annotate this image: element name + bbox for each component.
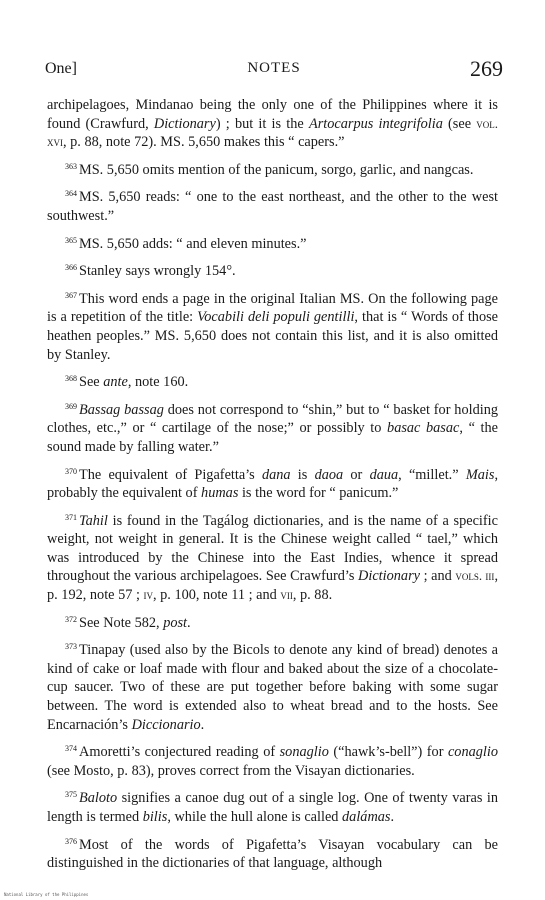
footnote-number: 365 <box>65 235 77 245</box>
footnote-number: 367 <box>65 290 77 300</box>
footnote-number: 376 <box>65 836 77 846</box>
chapter-reference: One] <box>45 60 77 77</box>
footnote <box>47 740 498 780</box>
footnote-text: Most of the words of Pigafetta’s Visayan vocabulary can be distinguished in the dictionaries of that language, although <box>47 836 498 872</box>
footnote-number: 364 <box>65 189 77 199</box>
footnote-text: Bassag bassag does not correspond to “shin,” but to “ basket for holding clothes, etc.,” or “ cartilage of the nose;” or possibly to basac basac, “ the sound made by falling water.” <box>47 401 498 455</box>
footnote-number: 370 <box>65 466 77 476</box>
section-title: NOTES <box>247 60 301 76</box>
footnote <box>47 786 498 826</box>
footnote-number: 374 <box>65 744 77 754</box>
footnote <box>47 287 498 364</box>
footnote <box>47 509 498 605</box>
footnote-text: MS. 5,650 adds: “ and eleven minutes.” <box>79 235 307 252</box>
footnote-text: Stanley says wrongly 154°. <box>79 263 236 280</box>
footnote <box>47 158 498 180</box>
footnote-number: 373 <box>65 642 77 652</box>
footnote <box>47 370 498 392</box>
footnote-text: See Note 582, post. <box>79 614 191 631</box>
footnote <box>47 232 498 254</box>
footnote-number: 366 <box>65 263 77 273</box>
footnote <box>47 463 498 503</box>
footnote <box>47 638 498 734</box>
footnote-number: 371 <box>65 512 77 522</box>
footnote <box>47 96 498 152</box>
notes-body <box>47 96 498 879</box>
footnote-text: Tinapay (used also by the Bicols to denote any kind of bread) denotes a kind of cake or loaf made with flour and baked about the size of a chocolate-cup saucer. Two of these are put together before baking with some sugar between. The word is extended also to wheat bread and to the hosts. See Encarnación’s Diccionario. <box>47 642 498 733</box>
running-head <box>45 56 503 82</box>
footnote-text: Tahil is found in the Tagálog dictionaries, and is the name of a specific weight, not weight in general. It is the Chinese weight called “ tael,” which was introduced by the Chinese into the East Indies, whence it spread throughout the various archipelagoes. See Crawfurd’s Dictionary ; and vols. iii, p. 192, note 57 ; iv, p. 100, note 11 ; and vii, p. 88. <box>47 512 499 604</box>
footnote-number: 368 <box>65 374 77 384</box>
footnote <box>47 185 498 225</box>
footnote <box>47 611 498 633</box>
footnote-text: archipelagoes, Mindanao being the only one of the Philippines where it is found (Crawfurd, Dictionary) ; but it is the Artocarpus integrifolia (see vol. xvi, p. 88, note 72). MS. 5,650 makes this “ capers.” <box>47 97 499 151</box>
footnote-number: 363 <box>65 161 77 171</box>
footnote-text: The equivalent of Pigafetta’s dana is daoa or daua, “millet.” Mais, probably the equivalent of humas is the word for “ panicum.” <box>47 466 499 502</box>
footnote-number: 369 <box>65 401 77 411</box>
footnote-text: MS. 5,650 reads: “ one to the east northeast, and the other to the west southwest.” <box>47 189 498 224</box>
library-watermark: National Library of the Philippines <box>4 892 89 897</box>
footnote <box>47 398 498 457</box>
footnote-text: Baloto signifies a canoe dug out of a single log. One of twenty varas in length is termed bilis, while the hull alone is called dalámas. <box>47 790 498 825</box>
footnote-number: 372 <box>65 614 77 624</box>
footnote-text: MS. 5,650 omits mention of the panicum, sorgo, garlic, and nangcas. <box>79 161 474 178</box>
footnote <box>47 833 498 873</box>
page-number: 269 <box>470 56 503 81</box>
footnote-text: Amoretti’s conjectured reading of sonaglio (“hawk’s-bell”) for conaglio (see Mosto, p. 83), proves correct from the Visayan dictionaries. <box>47 744 498 779</box>
footnote-text: This word ends a page in the original Italian MS. On the following page is a repetition of the title: Vocabili deli populi gentilli, that is “ Words of those heathen peoples.” MS. 5,650 does not contain this list, and it is also omitted by Stanley. <box>47 290 498 363</box>
footnote-number: 375 <box>65 790 77 800</box>
footnote-text: See ante, note 160. <box>79 374 189 391</box>
footnote <box>47 259 498 281</box>
